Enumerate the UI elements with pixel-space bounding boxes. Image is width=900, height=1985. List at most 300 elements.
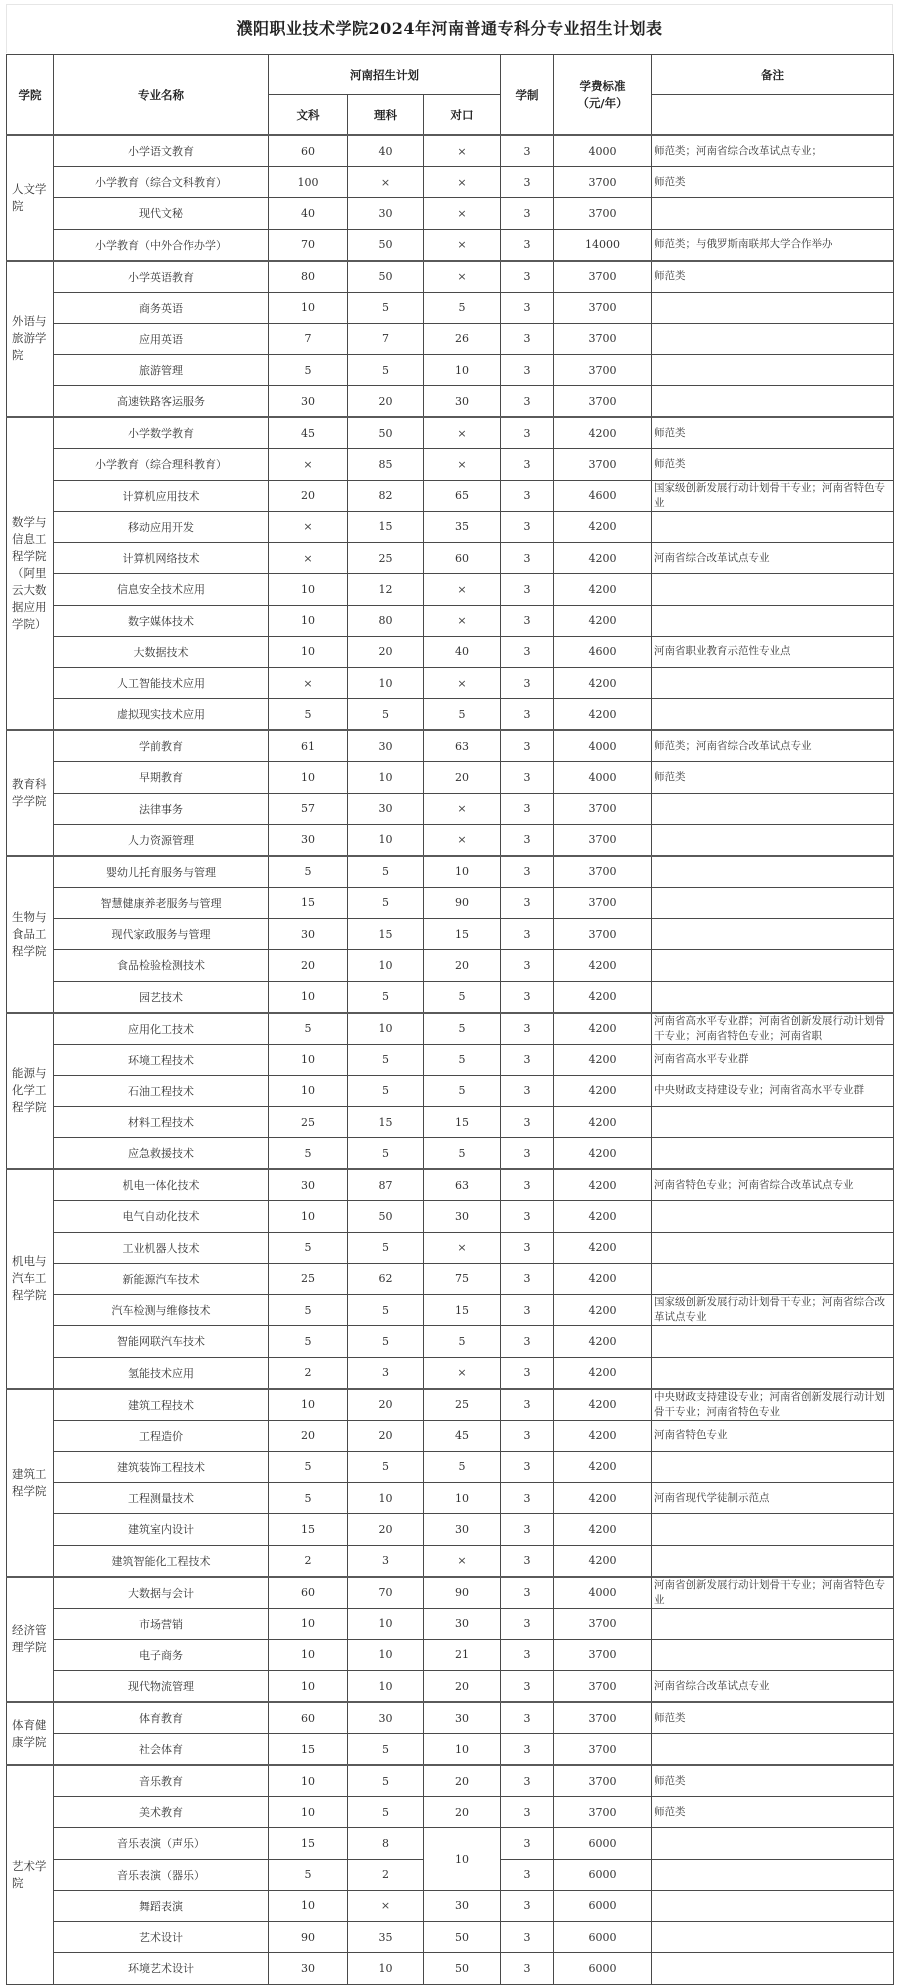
duration-cell: 3 — [501, 1639, 554, 1670]
major-cell: 建筑智能化工程技术 — [54, 1545, 269, 1577]
fee-cell: 4200 — [554, 1295, 652, 1326]
duikou-cell: 5 — [424, 1138, 501, 1170]
table-row — [7, 1671, 894, 1703]
fee-cell: 4200 — [554, 1107, 652, 1138]
note-cell — [652, 323, 894, 354]
note-cell — [652, 668, 894, 699]
duikou-cell: 20 — [424, 1797, 501, 1828]
duration-cell: 3 — [501, 1044, 554, 1075]
duration-cell: 3 — [501, 1389, 554, 1421]
fee-cell: 4200 — [554, 950, 652, 981]
major-cell: 社会体育 — [54, 1734, 269, 1766]
wenke-cell: 10 — [269, 1765, 348, 1797]
like-cell: 7 — [348, 323, 424, 354]
note-cell — [652, 730, 894, 762]
note-cell — [652, 950, 894, 981]
table-row — [7, 1044, 894, 1075]
duration-cell: 3 — [501, 950, 554, 981]
table-row — [7, 699, 894, 731]
note-cell — [652, 1451, 894, 1482]
duration-cell: 3 — [501, 1420, 554, 1451]
fee-cell: 6000 — [554, 1922, 652, 1953]
like-cell: 50 — [348, 261, 424, 293]
note-cell — [652, 919, 894, 950]
header-duikou: 对口 — [424, 95, 501, 136]
duration-cell: 3 — [501, 856, 554, 888]
note-text: 河南省综合改革试点专业 — [654, 551, 770, 564]
duration-cell: 3 — [501, 574, 554, 605]
fee-cell: 4200 — [554, 1013, 652, 1045]
major-cell: 早期教育 — [54, 762, 269, 793]
table-row — [7, 261, 894, 293]
like-cell: 12 — [348, 574, 424, 605]
duration-cell: 3 — [501, 167, 554, 198]
like-cell: 50 — [348, 229, 424, 261]
major-cell: 大数据技术 — [54, 636, 269, 667]
major-cell: 工业机器人技术 — [54, 1232, 269, 1263]
table-body — [7, 135, 894, 1984]
fee-cell: 4200 — [554, 1044, 652, 1075]
like-cell: 2 — [348, 1859, 424, 1890]
wenke-cell: 60 — [269, 1577, 348, 1609]
major-cell: 数字媒体技术 — [54, 605, 269, 636]
table-row — [7, 292, 894, 323]
header-plan-group: 河南招生计划 — [269, 55, 501, 95]
duration-cell: 3 — [501, 543, 554, 574]
like-cell: 25 — [348, 543, 424, 574]
duration-cell: 3 — [501, 1232, 554, 1263]
wenke-cell: 10 — [269, 981, 348, 1013]
note-text: 师范类 — [654, 1805, 686, 1818]
wenke-cell: 10 — [269, 292, 348, 323]
wenke-cell: 2 — [269, 1545, 348, 1577]
fee-cell: 3700 — [554, 1702, 652, 1734]
duration-cell: 3 — [501, 480, 554, 511]
like-cell: 5 — [348, 1797, 424, 1828]
like-cell: 15 — [348, 919, 424, 950]
like-cell: 5 — [348, 981, 424, 1013]
fee-cell: 4600 — [554, 636, 652, 667]
major-cell: 法律事务 — [54, 793, 269, 824]
like-cell: 10 — [348, 1953, 424, 1984]
duration-cell: 3 — [501, 824, 554, 856]
note-text: 中央财政支持建设专业；河南省创新发展行动计划骨干专业；河南省特色专业 — [654, 1390, 886, 1418]
table-row — [7, 511, 894, 542]
note-text: 师范类 — [654, 457, 686, 470]
table-row — [7, 1357, 894, 1389]
table-row — [7, 981, 894, 1013]
like-cell: 10 — [348, 1013, 424, 1045]
duikou-cell: × — [424, 135, 501, 167]
duration-cell: 3 — [501, 135, 554, 167]
like-cell: 20 — [348, 1389, 424, 1421]
fee-cell: 3700 — [554, 919, 652, 950]
wenke-cell: 10 — [269, 1797, 348, 1828]
duikou-cell: 15 — [424, 1107, 501, 1138]
wenke-cell: 30 — [269, 386, 348, 418]
major-cell: 应用化工技术 — [54, 1013, 269, 1045]
like-cell: 10 — [348, 762, 424, 793]
note-cell — [652, 449, 894, 480]
duikou-cell: 5 — [424, 1326, 501, 1357]
like-cell: 5 — [348, 355, 424, 386]
like-cell: 10 — [348, 1608, 424, 1639]
document-frame — [6, 4, 893, 1980]
table-row — [7, 887, 894, 918]
fee-cell: 6000 — [554, 1859, 652, 1890]
header-wenke: 文科 — [269, 95, 348, 136]
duikou-cell: 5 — [424, 1013, 501, 1045]
duikou-cell: × — [424, 1357, 501, 1389]
wenke-cell: 61 — [269, 730, 348, 762]
like-cell: 5 — [348, 1326, 424, 1357]
like-cell: 20 — [348, 1514, 424, 1545]
major-cell: 市场营销 — [54, 1608, 269, 1639]
college-cell — [7, 417, 54, 730]
wenke-cell: 10 — [269, 1075, 348, 1106]
duikou-cell: 40 — [424, 636, 501, 667]
note-cell — [652, 1797, 894, 1828]
fee-cell: 4200 — [554, 1514, 652, 1545]
wenke-cell: 10 — [269, 574, 348, 605]
major-cell: 现代文秘 — [54, 198, 269, 229]
table-row — [7, 605, 894, 636]
fee-cell: 4200 — [554, 605, 652, 636]
major-cell: 小学教育（中外合作办学） — [54, 229, 269, 261]
note-cell — [652, 167, 894, 198]
note-cell — [652, 292, 894, 323]
wenke-cell: 5 — [269, 1232, 348, 1263]
like-cell: 10 — [348, 1483, 424, 1514]
wenke-cell: 10 — [269, 636, 348, 667]
wenke-cell: 5 — [269, 355, 348, 386]
fee-cell: 4200 — [554, 1545, 652, 1577]
note-cell — [652, 1420, 894, 1451]
duikou-cell: 90 — [424, 1577, 501, 1609]
like-cell: 5 — [348, 1075, 424, 1106]
wenke-cell: 10 — [269, 1044, 348, 1075]
fee-cell: 3700 — [554, 386, 652, 418]
college-name: 生物与食品工程学院 — [12, 909, 47, 958]
duration-cell: 3 — [501, 511, 554, 542]
duration-cell: 3 — [501, 1483, 554, 1514]
college-name: 建筑工程学院 — [12, 1466, 47, 1498]
note-cell — [652, 261, 894, 293]
duration-cell: 3 — [501, 1138, 554, 1170]
duikou-cell: 10 — [424, 355, 501, 386]
like-cell: 20 — [348, 386, 424, 418]
wenke-cell: 30 — [269, 1169, 348, 1201]
fee-cell: 3700 — [554, 292, 652, 323]
major-cell: 艺术设计 — [54, 1922, 269, 1953]
like-cell: 82 — [348, 480, 424, 511]
note-cell — [652, 699, 894, 731]
duration-cell: 3 — [501, 1828, 554, 1859]
wenke-cell: 5 — [269, 699, 348, 731]
major-cell: 学前教育 — [54, 730, 269, 762]
duration-cell: 3 — [501, 919, 554, 950]
page-title: 濮阳职业技术学院2024年河南普通专科分专业招生计划表 — [236, 19, 663, 38]
duikou-cell: 5 — [424, 1044, 501, 1075]
duikou-cell: 30 — [424, 1514, 501, 1545]
fee-cell: 4200 — [554, 1357, 652, 1389]
wenke-cell: 10 — [269, 1671, 348, 1703]
like-cell: 30 — [348, 730, 424, 762]
duration-cell: 3 — [501, 198, 554, 229]
wenke-cell: 10 — [269, 1890, 348, 1921]
fee-cell: 3700 — [554, 449, 652, 480]
like-cell: 50 — [348, 1201, 424, 1232]
major-cell: 电子商务 — [54, 1639, 269, 1670]
major-cell: 虚拟现实技术应用 — [54, 699, 269, 731]
table-row — [7, 1922, 894, 1953]
header-notes-blank — [652, 95, 894, 136]
fee-cell: 3700 — [554, 323, 652, 354]
duration-cell: 3 — [501, 292, 554, 323]
table-row — [7, 1828, 894, 1859]
wenke-cell: 80 — [269, 261, 348, 293]
major-cell: 汽车检测与维修技术 — [54, 1295, 269, 1326]
duration-cell: 3 — [501, 605, 554, 636]
wenke-cell: 30 — [269, 919, 348, 950]
note-text: 河南省综合改革试点专业 — [654, 1679, 770, 1692]
duration-cell: 3 — [501, 1013, 554, 1045]
major-cell: 园艺技术 — [54, 981, 269, 1013]
major-cell: 大数据与会计 — [54, 1577, 269, 1609]
header-major: 专业名称 — [54, 55, 269, 136]
major-cell: 建筑室内设计 — [54, 1514, 269, 1545]
duikou-cell: × — [424, 198, 501, 229]
duikou-cell: 30 — [424, 1201, 501, 1232]
note-cell — [652, 636, 894, 667]
duration-cell: 3 — [501, 1577, 554, 1609]
college-name: 经济管理学院 — [12, 1623, 47, 1655]
fee-cell: 4000 — [554, 1577, 652, 1609]
note-cell — [652, 1577, 894, 1609]
wenke-cell: 7 — [269, 323, 348, 354]
note-cell — [652, 1608, 894, 1639]
duikou-cell: 65 — [424, 480, 501, 511]
wenke-cell: 57 — [269, 793, 348, 824]
major-cell: 应用英语 — [54, 323, 269, 354]
table-row — [7, 1702, 894, 1734]
duration-cell: 3 — [501, 1671, 554, 1703]
like-cell: 5 — [348, 856, 424, 888]
duikou-cell: 63 — [424, 730, 501, 762]
duration-cell: 3 — [501, 1451, 554, 1482]
table-row — [7, 1890, 894, 1921]
duration-cell: 3 — [501, 762, 554, 793]
duikou-cell: 5 — [424, 981, 501, 1013]
note-text: 师范类 — [654, 1711, 686, 1724]
wenke-cell: 90 — [269, 1922, 348, 1953]
like-cell: 87 — [348, 1169, 424, 1201]
like-cell: 5 — [348, 1765, 424, 1797]
like-cell: 30 — [348, 1702, 424, 1734]
duikou-cell: × — [424, 793, 501, 824]
wenke-cell: × — [269, 511, 348, 542]
like-cell: 15 — [348, 1107, 424, 1138]
fee-cell: 4200 — [554, 1326, 652, 1357]
fee-cell: 4200 — [554, 511, 652, 542]
note-text: 河南省特色专业 — [654, 1429, 728, 1442]
fee-cell: 3700 — [554, 1639, 652, 1670]
fee-cell: 4000 — [554, 135, 652, 167]
duikou-cell: 75 — [424, 1263, 501, 1294]
duration-cell: 3 — [501, 1608, 554, 1639]
like-cell: 40 — [348, 135, 424, 167]
fee-cell: 3700 — [554, 198, 652, 229]
major-cell: 应急救援技术 — [54, 1138, 269, 1170]
duration-cell: 3 — [501, 1859, 554, 1890]
duration-cell: 3 — [501, 1295, 554, 1326]
duikou-cell: 30 — [424, 1608, 501, 1639]
wenke-cell: 5 — [269, 1013, 348, 1045]
wenke-cell: 15 — [269, 1514, 348, 1545]
note-cell — [652, 1953, 894, 1984]
duration-cell: 3 — [501, 1797, 554, 1828]
wenke-cell: 5 — [269, 1326, 348, 1357]
table-row — [7, 386, 894, 418]
college-cell — [7, 1013, 54, 1170]
fee-cell: 3700 — [554, 887, 652, 918]
duikou-cell: 50 — [424, 1953, 501, 1984]
duration-cell: 3 — [501, 1514, 554, 1545]
college-name: 教育科学学院 — [12, 777, 47, 808]
duration-cell: 3 — [501, 355, 554, 386]
college-cell — [7, 730, 54, 856]
duikou-cell: × — [424, 1232, 501, 1263]
note-cell — [652, 1922, 894, 1953]
table-row — [7, 1451, 894, 1482]
college-cell — [7, 1702, 54, 1765]
duikou-cell: 5 — [424, 1451, 501, 1482]
like-cell: 15 — [348, 511, 424, 542]
table-row — [7, 1075, 894, 1106]
note-text: 河南省高水平专业群；河南省创新发展行动计划骨干专业；河南省特色专业；河南省职 — [654, 1014, 886, 1042]
wenke-cell: 5 — [269, 856, 348, 888]
header-notes: 备注 — [652, 55, 894, 95]
like-cell: 5 — [348, 1734, 424, 1766]
duikou-cell: 63 — [424, 1169, 501, 1201]
table-row — [7, 449, 894, 480]
college-cell — [7, 856, 54, 1013]
duikou-cell: 60 — [424, 543, 501, 574]
note-cell — [652, 198, 894, 229]
note-text: 河南省职业教育示范性专业点 — [654, 645, 791, 658]
fee-cell: 4200 — [554, 1201, 652, 1232]
major-cell: 计算机应用技术 — [54, 480, 269, 511]
duikou-cell: 45 — [424, 1420, 501, 1451]
like-cell: 10 — [348, 668, 424, 699]
like-cell: 10 — [348, 950, 424, 981]
header-college: 学院 — [7, 55, 54, 136]
duikou-cell: 20 — [424, 1671, 501, 1703]
wenke-cell: 30 — [269, 1953, 348, 1984]
note-cell — [652, 1107, 894, 1138]
duikou-cell: 10 — [424, 1734, 501, 1766]
major-cell: 建筑装饰工程技术 — [54, 1451, 269, 1482]
like-cell: 5 — [348, 1138, 424, 1170]
duration-cell: 3 — [501, 1107, 554, 1138]
major-cell: 建筑工程技术 — [54, 1389, 269, 1421]
like-cell: 10 — [348, 1639, 424, 1670]
major-cell: 人力资源管理 — [54, 824, 269, 856]
table-row — [7, 1263, 894, 1294]
like-cell: 5 — [348, 1451, 424, 1482]
like-cell: 5 — [348, 1232, 424, 1263]
table-row — [7, 1013, 894, 1045]
duikou-cell: × — [424, 1545, 501, 1577]
duikou-cell: × — [424, 417, 501, 449]
duration-cell: 3 — [501, 1075, 554, 1106]
fee-cell: 4600 — [554, 480, 652, 511]
note-cell — [652, 511, 894, 542]
wenke-cell: 25 — [269, 1107, 348, 1138]
like-cell: 20 — [348, 636, 424, 667]
major-cell: 音乐教育 — [54, 1765, 269, 1797]
duration-cell: 3 — [501, 1922, 554, 1953]
duration-cell: 3 — [501, 699, 554, 731]
note-cell — [652, 1295, 894, 1326]
college-name: 人文学院 — [12, 181, 47, 213]
table-row — [7, 1953, 894, 1984]
like-cell: 8 — [348, 1828, 424, 1859]
duikou-cell: 15 — [424, 1295, 501, 1326]
wenke-cell: 10 — [269, 1608, 348, 1639]
note-cell — [652, 135, 894, 167]
like-cell: 30 — [348, 198, 424, 229]
major-cell: 石油工程技术 — [54, 1075, 269, 1106]
duikou-cell: × — [424, 668, 501, 699]
fee-cell: 4200 — [554, 1263, 652, 1294]
like-cell: 85 — [348, 449, 424, 480]
like-cell: 5 — [348, 699, 424, 731]
note-cell — [652, 762, 894, 793]
wenke-cell: 10 — [269, 1639, 348, 1670]
like-cell: 30 — [348, 793, 424, 824]
duikou-cell: 30 — [424, 1702, 501, 1734]
header-duration: 学制 — [501, 55, 554, 136]
note-cell — [652, 793, 894, 824]
duikou-cell: 15 — [424, 919, 501, 950]
table-row — [7, 198, 894, 229]
note-cell — [652, 417, 894, 449]
note-text: 河南省高水平专业群 — [654, 1053, 749, 1066]
note-text: 河南省特色专业；河南省综合改革试点专业 — [654, 1178, 854, 1191]
duikou-cell: 50 — [424, 1922, 501, 1953]
duikou-cell: 20 — [424, 950, 501, 981]
duikou-cell: 30 — [424, 1890, 501, 1921]
like-cell: 20 — [348, 1420, 424, 1451]
table-row — [7, 1483, 894, 1514]
duikou-cell: × — [424, 605, 501, 636]
header-fee-label: 学费标准（元/年） — [577, 78, 628, 110]
duration-cell: 3 — [501, 229, 554, 261]
duration-cell: 3 — [501, 730, 554, 762]
fee-cell: 3700 — [554, 1797, 652, 1828]
wenke-cell: 45 — [269, 417, 348, 449]
note-cell — [652, 1326, 894, 1357]
table-row — [7, 730, 894, 762]
table-row — [7, 1545, 894, 1577]
fee-cell: 4200 — [554, 1075, 652, 1106]
note-cell — [652, 1075, 894, 1106]
major-cell: 婴幼儿托育服务与管理 — [54, 856, 269, 888]
note-cell — [652, 1013, 894, 1045]
table-row — [7, 1169, 894, 1201]
wenke-cell: 15 — [269, 1828, 348, 1859]
